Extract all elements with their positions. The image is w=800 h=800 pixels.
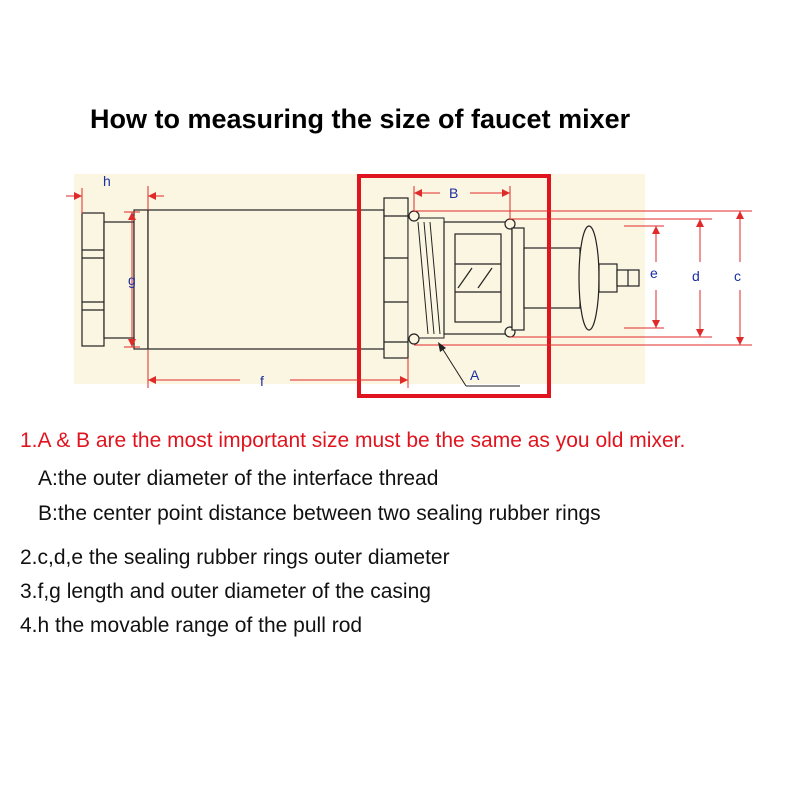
- note-important: 1.A & B are the most important size must be the same as you old mixer.: [20, 429, 686, 452]
- note-item-4: 4.h the movable range of the pull rod: [20, 614, 363, 637]
- note-item-2: 2.c,d,e the sealing rubber rings outer diameter: [20, 546, 450, 569]
- label-e: e: [650, 265, 658, 281]
- label-A: A: [470, 367, 480, 383]
- sealing-ring-front-top: [409, 211, 419, 221]
- flange: [384, 198, 408, 358]
- interface-thread: [408, 218, 444, 338]
- casing: [148, 210, 384, 349]
- pull-rod: [104, 210, 148, 349]
- note-b-description: B:the center point distance between two sealing rubber rings: [38, 502, 601, 525]
- label-h: h: [103, 173, 111, 189]
- left-end-cap: [82, 213, 104, 346]
- label-f: f: [260, 373, 264, 389]
- page-title: How to measuring the size of faucet mixer: [90, 104, 631, 134]
- note-item-3: 3.f,g length and outer diameter of the casing: [20, 580, 431, 603]
- sealing-ring-front-bottom: [409, 334, 419, 344]
- cartridge-body: [444, 222, 512, 334]
- label-c: c: [734, 268, 741, 284]
- label-d: d: [692, 268, 700, 284]
- note-a-description: A:the outer diameter of the interface thread: [38, 467, 439, 490]
- label-B: B: [449, 185, 459, 201]
- label-g: g: [128, 272, 136, 288]
